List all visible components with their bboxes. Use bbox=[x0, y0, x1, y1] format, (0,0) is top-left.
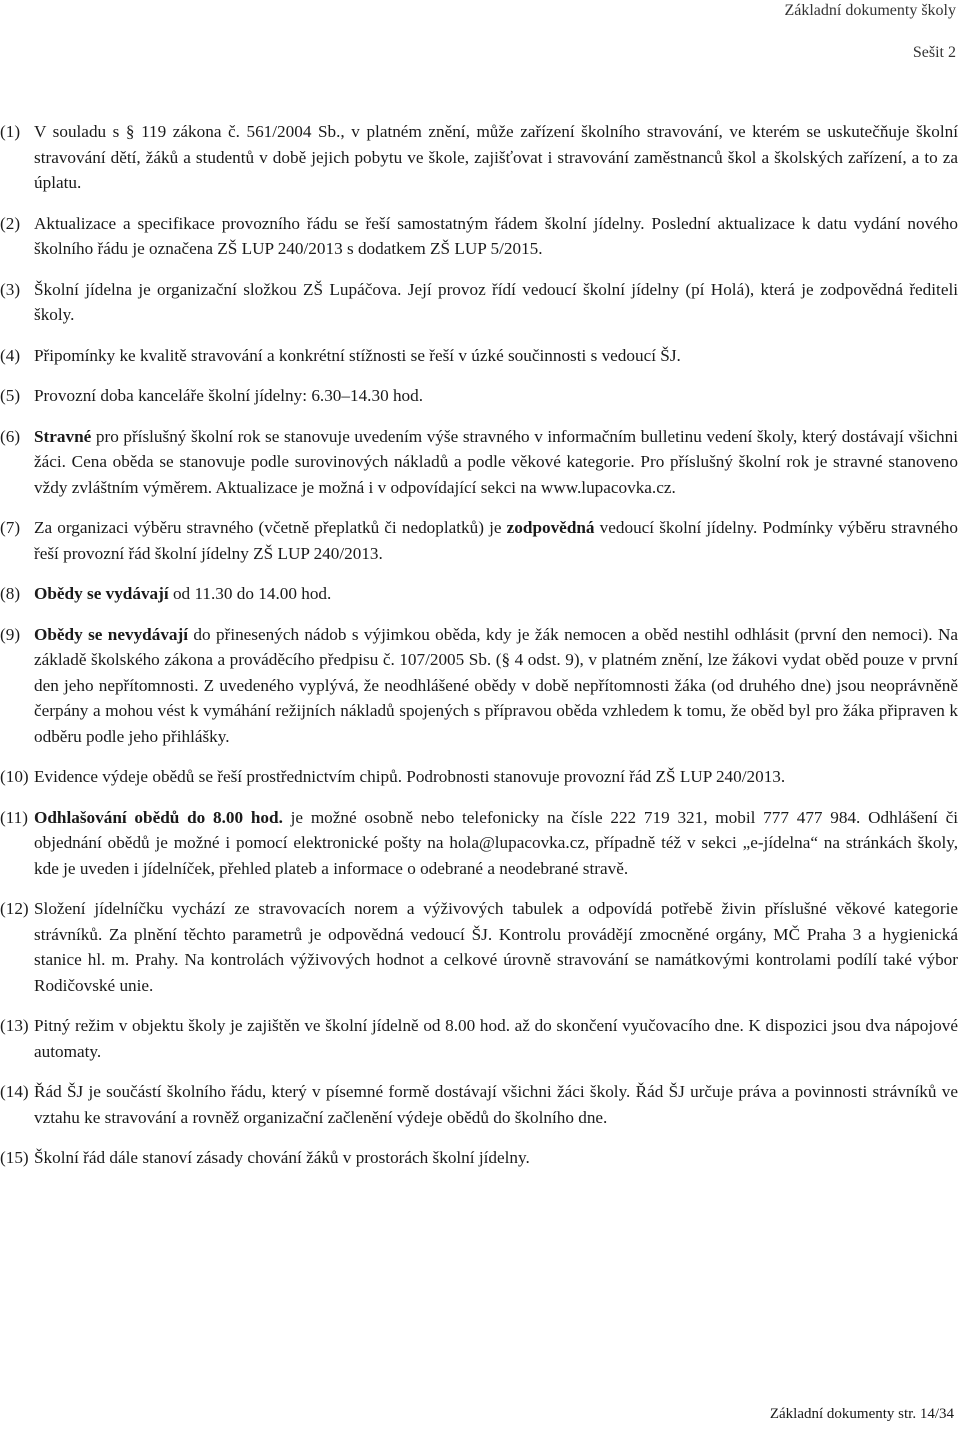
paragraph-text: pro příslušný školní rok se stanovuje uvedením výše stravného v informačním bulletinu vedení školy, který dostávají všichni žáci. Cena oběda se stanovuje podle surovinových nákladů a podle věkové kategorie. Pro příslušný školní rok je stravné stanoveno vždy zvláštním výměrem. Aktualizace je možná i v odpovídající sekci na www.lupacovka.cz. bbox=[34, 426, 958, 497]
paragraph-8 bbox=[0, 581, 958, 607]
paragraph-text: do přinesených nádob s výjimkou oběda, kdy je žák nemocen a oběd nestihl odhlásit (první den nemoci). Na základě školského zákona a prováděcího předpisu č. 107/2005 Sb. (§ 4 odst. 9), v platném znění, lze žákovi vydat oběd pouze v první den jeho nepřítomnosti. Z uvedeného vyplývá, že neodhlášené obědy v době nepřítomnosti žáka (od druhého dne) jsou neoprávněně čerpány a mohou vést k vymáhání režijních nákladů spojených s přípravou oběda vzhledem k tomu, že oběd byl pro žáka připraven k odběru podle jeho přihlášky. bbox=[34, 624, 959, 746]
paragraph-number: (3) bbox=[0, 279, 21, 299]
paragraph-text: Pitný režim v objektu školy je zajištěn ve školní jídelně od 8.00 hod. až do skončení vyučovacího dne. K dispozici jsou dva nápojové automaty. bbox=[34, 1016, 958, 1061]
page-header bbox=[784, 0, 956, 64]
paragraph-number: (2) bbox=[0, 213, 21, 233]
paragraph-text-continued: vedoucí školní jídelny. Podmínky výběru stravného řeší provozní řád školní jídelny ZŠ LUP 240/2013. bbox=[34, 518, 958, 563]
paragraph-text: V souladu s § 119 zákona č. 561/2004 Sb., v platném znění, může zařízení školního stravování, ve kterém se uskutečňuje školní stravování dětí, žáků a studentů v době jejich pobytu ve škole, zajišťovat i stravování zaměstnanců škol a školských zařízení, a to za úplatu. bbox=[34, 122, 958, 192]
header-title: Základní dokumenty školy bbox=[784, 2, 956, 19]
paragraph-text: Řád ŠJ je součástí školního řádu, který v písemné formě dostávají všichni žáci školy. Řád ŠJ určuje práva a povinnosti strávníků ve vztahu ke stravování a rovněž organizační začlenění výdeje obědů do školního dne. bbox=[34, 1082, 958, 1127]
paragraph-bold-lead: Obědy se nevydávají bbox=[34, 624, 189, 644]
paragraph-number: (6) bbox=[0, 426, 21, 446]
paragraph-2 bbox=[0, 211, 958, 262]
paragraph-1 bbox=[0, 119, 958, 196]
paragraph-number: (13) bbox=[0, 1016, 29, 1035]
paragraph-text: Připomínky ke kvalitě stravování a konkrétní stížnosti se řeší v úzké součinnosti s vedoucí ŠJ. bbox=[34, 345, 681, 365]
paragraph-3 bbox=[0, 277, 958, 328]
paragraph-7 bbox=[0, 515, 958, 566]
paragraph-bold-lead: Stravné bbox=[34, 426, 92, 446]
paragraph-number: (12) bbox=[0, 899, 29, 918]
paragraph-text: Školní jídelna je organizační složkou ZŠ Lupáčova. Její provoz řídí vedoucí školní jídelny (pí Holá), která je zodpovědná řediteli školy. bbox=[34, 279, 958, 324]
paragraph-15 bbox=[0, 1145, 958, 1171]
paragraph-bold-lead: Odhlašování obědů do 8.00 hod. bbox=[34, 807, 283, 827]
paragraph-11 bbox=[0, 805, 958, 882]
paragraph-number: (9) bbox=[0, 624, 21, 644]
paragraph-bold-lead: Obědy se vydávají bbox=[34, 584, 169, 603]
paragraph-text: Evidence výdeje obědů se řeší prostřednictvím chipů. Podrobnosti stanovuje provozní řád ZŠ LUP 240/2013. bbox=[34, 767, 786, 786]
paragraph-10 bbox=[0, 764, 958, 790]
paragraph-number: (8) bbox=[0, 584, 21, 603]
paragraph-4 bbox=[0, 343, 958, 369]
paragraph-13 bbox=[0, 1013, 958, 1064]
paragraph-text: Aktualizace a specifikace provozního řádu se řeší samostatným řádem školní jídelny. Poslední aktualizace k datu vydání nového školního řádu je označena ZŠ LUP 240/2013 s dodatkem ZŠ LUP 5/2015. bbox=[34, 213, 958, 258]
paragraph-12 bbox=[0, 896, 958, 998]
paragraph-14 bbox=[0, 1079, 958, 1130]
paragraph-9 bbox=[0, 622, 958, 750]
paragraph-text: Složení jídelníčku vychází ze stravovacích norem a výživových tabulek a odpovídá potřebě živin příslušné věkové kategorie strávníků. Za plnění těchto parametrů je odpovědná vedoucí ŠJ. Kontrolu provádějí zmocněné orgány, MČ Praha 3 a hygienická stanice hl. m. Prahy. Na kontrolách výživových hodnot a celkové úrovně stravování se namátkovými kontrolami podílí také výbor Rodičovské unie. bbox=[34, 899, 958, 995]
header-subtitle: Sešit 2 bbox=[912, 44, 956, 61]
paragraph-text: Provozní doba kanceláře školní jídelny: 6.30–14.30 hod. bbox=[34, 386, 424, 405]
paragraph-text: od 11.30 do 14.00 hod. bbox=[168, 584, 332, 603]
paragraph-number: (14) bbox=[0, 1082, 29, 1101]
paragraph-6 bbox=[0, 424, 958, 501]
paragraph-bold-inline: zodpovědná bbox=[506, 518, 595, 537]
page-footer: Základní dokumenty str. 14/34 bbox=[769, 1406, 954, 1422]
paragraph-number: (10) bbox=[0, 767, 29, 786]
paragraph-text: je možné osobně nebo telefonicky na čísle 222 719 321, mobil 777 477 984. Odhlášení či objednání obědů je možné i pomocí elektronické pošty na hola@lupacovka.cz, případně též v sekci „e-jídelna“ na stránkách školy, kde je uveden i jídelníček, přehled plateb a informace o odebrané a neodebrané stravě. bbox=[34, 807, 958, 878]
paragraph-number: (11) bbox=[0, 807, 28, 827]
paragraph-text: Školní řád dále stanoví zásady chování žáků v prostorách školní jídelny. bbox=[34, 1148, 530, 1167]
paragraph-5 bbox=[0, 383, 958, 409]
paragraph-number: (5) bbox=[0, 386, 21, 405]
document-body bbox=[0, 119, 958, 1186]
paragraph-number: (4) bbox=[0, 345, 21, 365]
paragraph-number: (7) bbox=[0, 518, 21, 537]
paragraph-number: (1) bbox=[0, 122, 21, 141]
paragraph-number: (15) bbox=[0, 1148, 29, 1167]
paragraph-text: Za organizaci výběru stravného (včetně přeplatků či nedoplatků) je bbox=[34, 518, 507, 537]
